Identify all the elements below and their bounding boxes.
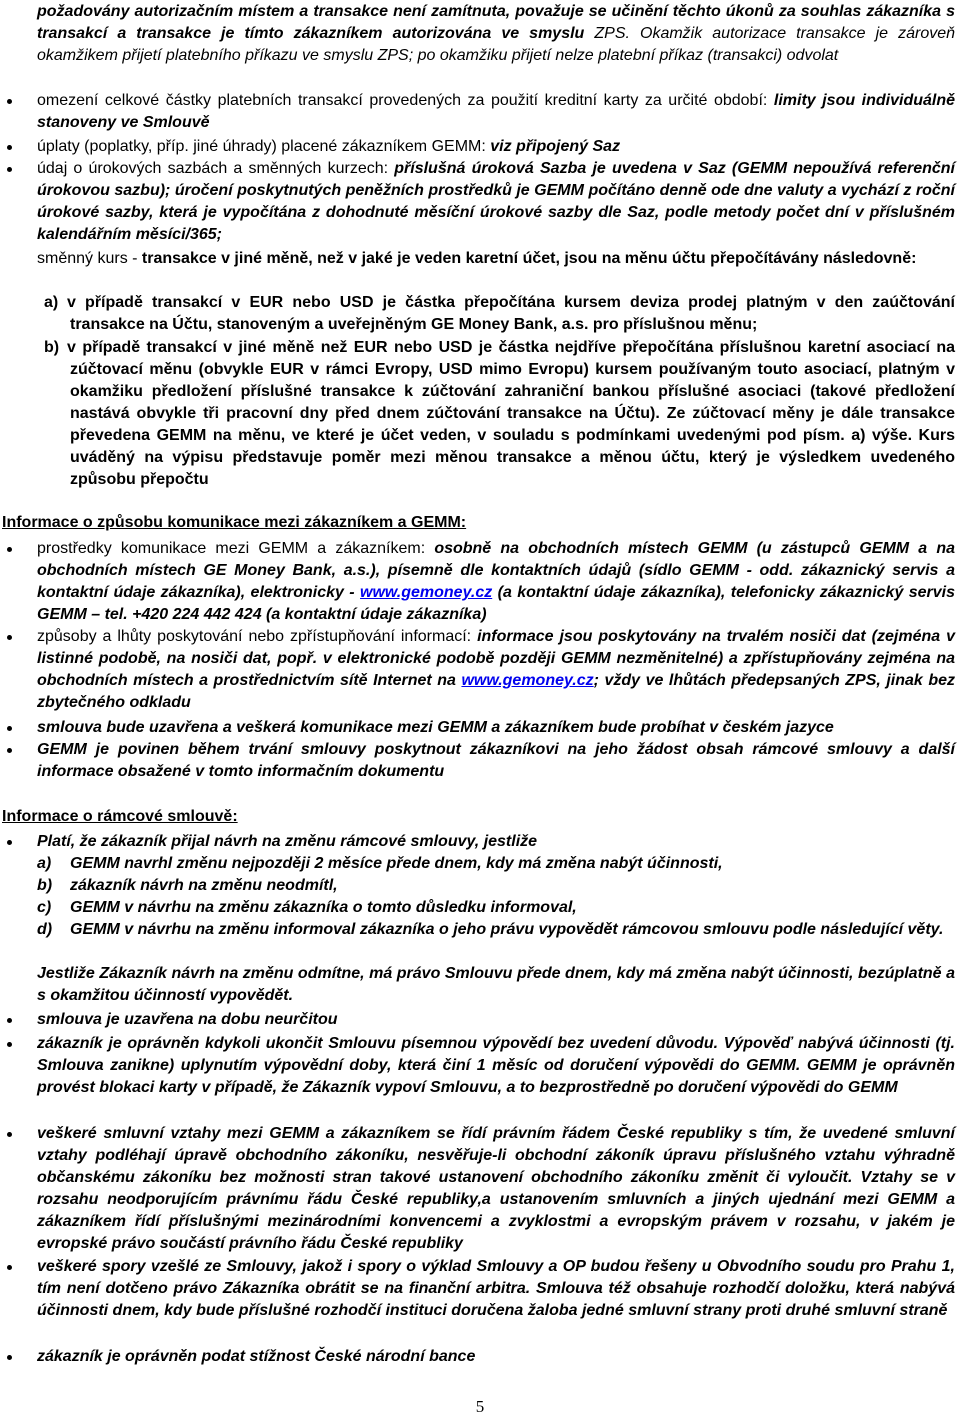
bullet-icon bbox=[7, 1042, 12, 1047]
condition-text: zákazník návrh na změnu neodmítl, bbox=[70, 877, 338, 894]
list-marker: d) bbox=[37, 921, 53, 938]
bullet-icon bbox=[7, 840, 12, 845]
condition-text: GEMM v návrhu na změnu zákazníka o tomto důsledku informoval, bbox=[70, 899, 577, 916]
amendment-condition-c bbox=[37, 897, 955, 919]
amendment-condition-d bbox=[37, 919, 955, 941]
item-label: způsoby a lhůty poskytování nebo zpřístupňování informací: bbox=[37, 628, 472, 645]
list-item-communication-means bbox=[37, 538, 955, 626]
list-marker: a) bbox=[44, 294, 59, 311]
item-text: Platí, že zákazník přijal návrh na změnu rámcové smlouvy, jestliže bbox=[37, 833, 538, 850]
item-value: informace jsou poskytovány na trvalém nosiči dat (zejména v listinné podobě, na nosiči dat, popř. v elektronické podobě později GEMM nezměnitelné) a zpřístupňovány zejména na obchodních místech a prostřednictvím sítě Internet na bbox=[37, 628, 955, 689]
item-value: limity jsou individuálně stanoveny ve Smlouvě bbox=[37, 92, 956, 131]
authorization-paragraph bbox=[37, 1, 955, 67]
section-heading-framework-contract: Informace o rámcové smlouvě: bbox=[2, 808, 238, 825]
rule-text: v případě transakcí v jiné měně než EUR nebo USD je částka nejdříve přepočítána příslušnou karetní asociací na zúčtovací měnu (obvykle EUR v rámci Evropy, USD mimo Evropu) kursem používaným touto asociací, platným v okamžiku předložení příslušné transakce k zúčtování zahraniční bankou příslušné asociaci (takové předložení nastává obvykle tři pracovní dny před dnem zúčtování transakce na Účtu). Ze zúčtovací měny je dále transakce převedena GEMM na měnu, ve které je účet veden, v souladu s podmínkami uvedenými pod písm. a) výše. Kurs uváděný na výpisu představuje poměr mezi měnou transakce a měnou účtu, který je výsledkem uvedeného způsobu přepočtu bbox=[67, 339, 955, 488]
bullet-icon bbox=[7, 1265, 12, 1270]
page-number: 5 bbox=[475, 1397, 485, 1416]
item-label: úplaty (poplatky, příp. jiné úhrady) placené zákazníkem GEMM: bbox=[37, 138, 486, 155]
item-label: směnný kurs - bbox=[37, 250, 138, 267]
item-text: zákazník je oprávněn kdykoli ukončit Smlouvu písemnou výpovědí bez uvedení důvodu. Výpověď nabývá účinnosti (tj. Smlouva zanikne) uplynutím výpovědní doby, která činí 1 měsíc od doručení výpovědi do GEMM. GEMM je oprávněn provést blokaci karty v případě, že Zákazník vypoví Smlouvu, a to bezprostředně po doručení výpovědi do GEMM bbox=[37, 1035, 955, 1096]
item-value: transakce v jiné měně, než v jaké je veden karetní účet, jsou na měnu účtu přepočítávány následovně: bbox=[141, 250, 917, 267]
list-item-amendment bbox=[37, 831, 955, 853]
list-item-spending-limits bbox=[37, 90, 955, 134]
amendment-condition-a bbox=[37, 853, 955, 875]
website-link[interactable]: www.gemoney.cz bbox=[461, 672, 594, 689]
exchange-rate-paragraph bbox=[37, 248, 955, 270]
item-value: příslušná úroková Sazba je uvedena v Saz (GEMM nepoužívá referenční úrokovou sazbu); úročení poskytnutých peněžních prostředků je GEMM počítáno denně ode dne valuty a vychází z roční úrokové sazby, která je vypočítána z dohodnuté měsíční úrokové sazby dle Saz, podle metody počet dní v příslušném kalendářním měsíci/365; bbox=[37, 160, 955, 243]
authorization-emphasis-text: požadovány autorizačním místem a transakce není zamítnuta, považuje se učinění těchto úkonů za souhlas zákazníka s transakcí a transakce je tímto zákazníkem autorizována ve smyslu bbox=[37, 3, 955, 42]
bullet-icon bbox=[7, 1355, 12, 1360]
bullet-icon bbox=[7, 726, 12, 731]
bullet-icon bbox=[7, 167, 12, 172]
item-value: osobně na obchodních místech GEMM (u zástupců GEMM a na obchodních místech GE Money Bank, a.s.), písemně dle kontaktních údajů (sídlo GEMM - odd. zákaznický servis a kontaktní údaje zákazníka), elektronicky - bbox=[37, 540, 956, 601]
bullet-icon bbox=[7, 547, 12, 552]
list-item-language bbox=[37, 717, 955, 739]
condition-text: GEMM v návrhu na změnu informoval zákazníka o jeho právu vypovědět rámcovou smlouvu podle následující věty. bbox=[70, 921, 944, 938]
website-link[interactable]: www.gemoney.cz bbox=[360, 584, 493, 601]
list-item-duration bbox=[37, 1009, 955, 1031]
list-item-fees bbox=[37, 136, 955, 158]
list-marker: a) bbox=[37, 855, 52, 872]
exchange-rule-b bbox=[44, 337, 955, 491]
item-text: veškeré smluvní vztahy mezi GEMM a zákazníkem se řídí právním řádem České republiky s tím, že uvedené smluvní vztahy podléhají úpravě obchodního zákoníku, nesvěřuje-li obchodní zákoník úpravu příslušného vztahu výhradně občanskému zákoníku bez možnosti stran takové ustanovení obchodního zákoníku změnit či vyloučit. Vztahy se v rozsahu neodporujícím právnímu řádu České republiky,a ustanovením smluvních a jiných ujednání mezi GEMM a zákazníkem řídí příslušnými mezinárodními konvencemi a zvyklostmi a evropským právem v rozsahu, v jakém je evropské právo součástí právního řádu České republiky bbox=[37, 1125, 955, 1252]
exchange-rule-a bbox=[44, 292, 955, 336]
list-marker: b) bbox=[44, 339, 60, 356]
list-marker: c) bbox=[37, 899, 52, 916]
list-item-complaints bbox=[37, 1346, 955, 1368]
item-text: veškeré spory vzešlé ze Smlouvy, jakož i spory o výklad Smlouvy a OP budou řešeny u Obvodního soudu pro Prahu 1, tím není dotčeno právo Zákazníka obrátit se na finanční arbitra. Smlouva též obsahuje rozhodčí doložku, která nabývá účinnosti dnem, kdy bude příslušné rozhodčí instituci doručena žaloba jedné smluvní strany proti druhé smluvní straně bbox=[37, 1258, 955, 1319]
list-item-termination bbox=[37, 1033, 955, 1099]
authorization-continuation-text: ZPS. Okamžik autorizace transakce je zároveň okamžikem přijetí platebního příkazu ve smyslu ZPS; po okamžiku přijetí nelze platební příkaz (transakci) odvolat bbox=[37, 25, 956, 64]
item-value-continued: (a kontaktní údaje zákazníka), telefonicky zákaznický servis GEMM – tel. +420 224 442 424 (a kontaktní údaje zákazníka) bbox=[37, 584, 955, 623]
item-text: smlouva je uzavřena na dobu neurčitou bbox=[37, 1011, 338, 1028]
condition-text: GEMM navrhl změnu nejpozději 2 měsíce přede dnem, kdy má změna nabýt účinnosti, bbox=[70, 855, 723, 872]
bullet-icon bbox=[7, 1018, 12, 1023]
item-value-continued: ; vždy ve lhůtách předepsaných ZPS, jinak bez zbytečného odkladu bbox=[37, 672, 955, 711]
item-value: viz připojený Saz bbox=[490, 138, 621, 155]
item-text: smlouva bude uzavřena a veškerá komunikace mezi GEMM a zákazníkem bude probíhat v českém jazyce bbox=[37, 719, 834, 736]
bullet-icon bbox=[7, 145, 12, 150]
list-item-information-provision bbox=[37, 626, 955, 714]
list-item-contract-on-request bbox=[37, 739, 955, 783]
item-label: omezení celkové částky platebních transakcí provedených za použití kreditní karty za určité období: bbox=[37, 92, 768, 109]
item-text: zákazník je oprávněn podat stížnost České národní bance bbox=[37, 1348, 476, 1365]
list-item-interest-rates bbox=[37, 158, 955, 246]
section-heading-communication: Informace o způsobu komunikace mezi zákazníkem a GEMM: bbox=[2, 514, 467, 531]
list-item-disputes bbox=[37, 1256, 955, 1322]
rule-text: v případě transakcí v EUR nebo USD je částka přepočítána kursem deviza prodej platným v den zaúčtování transakce na Účtu, stanoveným a uveřejněným GE Money Bank, a.s. pro příslušnou měnu; bbox=[67, 294, 955, 333]
bullet-icon bbox=[7, 635, 12, 640]
amendment-condition-b bbox=[37, 875, 955, 897]
list-marker: b) bbox=[37, 877, 53, 894]
item-text: GEMM je povinen během trvání smlouvy poskytnout zákazníkovi na jeho žádost obsah rámcové smlouvy a další informace obsažené v tomto informačním dokumentu bbox=[37, 741, 955, 780]
bullet-icon bbox=[7, 99, 12, 104]
item-label: prostředky komunikace mezi GEMM a zákazníkem: bbox=[37, 540, 426, 557]
amendment-rejection-paragraph: Jestliže Zákazník návrh na změnu odmítne, má právo Smlouvu přede dnem, kdy má změna nabýt účinnosti, bezúplatně a s okamžitou účinností vypovědět. bbox=[37, 965, 955, 1004]
list-item-governing-law bbox=[37, 1123, 955, 1255]
bullet-icon bbox=[7, 1132, 12, 1137]
bullet-icon bbox=[7, 748, 12, 753]
item-label: údaj o úrokových sazbách a směnných kurzech: bbox=[37, 160, 389, 177]
